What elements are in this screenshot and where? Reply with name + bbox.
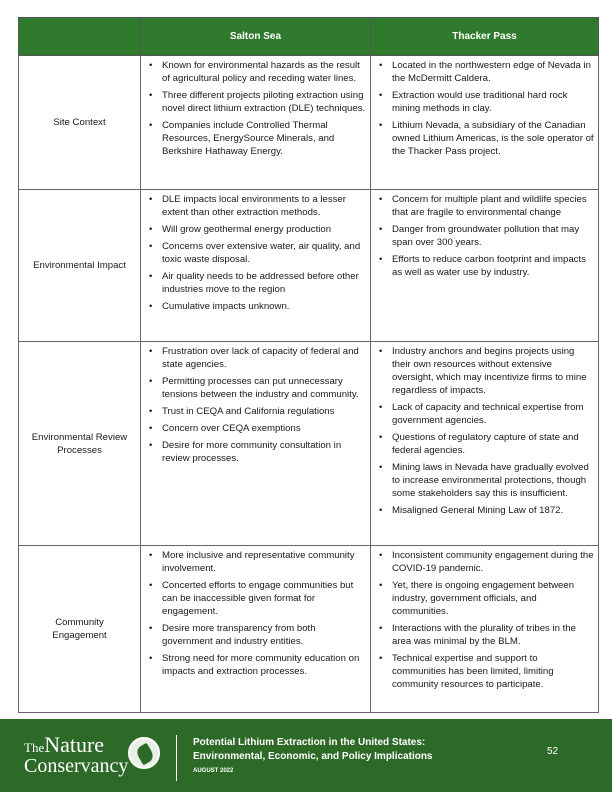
divider bbox=[176, 735, 177, 781]
leaf-globe-icon bbox=[128, 737, 160, 769]
bullet-item: • Lack of capacity and technical expertise from government agencies. bbox=[377, 401, 594, 427]
bullet-item: • Cumulative impacts unknown. bbox=[147, 300, 366, 313]
bullet-item: • Danger from groundwater pollution that may span over 300 years. bbox=[377, 223, 594, 249]
bullet-item: • Three different projects piloting extraction using novel direct lithium extraction (DLE) techniques. bbox=[147, 89, 366, 115]
header-salton-sea: Salton Sea bbox=[141, 18, 371, 56]
row-label: Community Engagement bbox=[19, 546, 141, 713]
nature-conservancy-logo: TheNature Conservancy bbox=[24, 732, 129, 777]
bullet-item: • Interactions with the plurality of tribes in the area was minimal by the BLM. bbox=[377, 622, 594, 648]
bullet-item: • Will grow geothermal energy production bbox=[147, 223, 366, 236]
bullet-item: • Air quality needs to be addressed before other industries move to the region bbox=[147, 270, 366, 296]
bullet-item: • Frustration over lack of capacity of federal and state agencies. bbox=[147, 345, 366, 371]
bullet-item: • Located in the northwestern edge of Nevada in the McDermitt Caldera. bbox=[377, 59, 594, 85]
salton-cell bbox=[141, 56, 371, 190]
bullet-item: • Strong need for more community education on impacts and extraction processes. bbox=[147, 652, 366, 678]
bullet-item: • Desire more transparency from both government and industry entities. bbox=[147, 622, 366, 648]
row-label: Environmental Impact bbox=[19, 190, 141, 342]
comparison-table bbox=[18, 17, 599, 713]
row-label: Environmental Review Processes bbox=[19, 342, 141, 546]
bullet-item: • Concerns over extensive water, air quality, and toxic waste disposal. bbox=[147, 240, 366, 266]
bullet-item: • Concern for multiple plant and wildlife species that are fragile to environmental change bbox=[377, 193, 594, 219]
bullet-item: • Efforts to reduce carbon footprint and impacts as well as water use by industry. bbox=[377, 253, 594, 279]
report-title: Potential Lithium Extraction in the United States: Environmental, Economic, and Policy Implications bbox=[193, 737, 433, 762]
bullet-item: • Concern over CEQA exemptions bbox=[147, 422, 366, 435]
bullet-item: • Companies include Controlled Thermal Resources, EnergySource Minerals, and Berkshire Hathaway Energy. bbox=[147, 119, 366, 158]
page-number: 52 bbox=[547, 746, 559, 757]
thacker-cell bbox=[371, 546, 599, 713]
table-row bbox=[19, 56, 599, 190]
bullet-item: • More inclusive and representative community involvement. bbox=[147, 549, 366, 575]
header-thacker-pass: Thacker Pass bbox=[371, 18, 599, 56]
table-row bbox=[19, 342, 599, 546]
bullet-item: • Permitting processes can put unnecessary tensions between the industry and community. bbox=[147, 375, 366, 401]
thacker-cell bbox=[371, 190, 599, 342]
bullet-item: • Questions of regulatory capture of state and federal agencies. bbox=[377, 431, 594, 457]
bullet-item: • DLE impacts local environments to a lesser extent than other extraction methods. bbox=[147, 193, 366, 219]
bullet-item: • Misaligned General Mining Law of 1872. bbox=[377, 504, 594, 517]
bullet-item: • Yet, there is ongoing engagement between industry, government officials, and communities. bbox=[377, 579, 594, 618]
bullet-item: • Mining laws in Nevada have gradually evolved to increase environmental protections, though some stakeholders say this is insufficient. bbox=[377, 461, 594, 500]
bullet-item: • Inconsistent community engagement during the COVID-19 pandemic. bbox=[377, 549, 594, 575]
bullet-item: • Industry anchors and begins projects using their own resources without extensive oversight, which may incentivize firms to mine regardless of impacts. bbox=[377, 345, 594, 397]
salton-cell bbox=[141, 342, 371, 546]
bullet-item: • Technical expertise and support to communities has been limited, limiting community resources to participate. bbox=[377, 652, 594, 691]
footer bbox=[0, 719, 612, 792]
salton-cell bbox=[141, 190, 371, 342]
bullet-item: • Desire for more community consultation in review processes. bbox=[147, 439, 366, 465]
report-date: AUGUST 2022 bbox=[193, 768, 234, 774]
bullet-item: • Concerted efforts to engage communities but can be inaccessible given format for engagement. bbox=[147, 579, 366, 618]
thacker-cell bbox=[371, 342, 599, 546]
bullet-item: • Known for environmental hazards as the result of agricultural policy and receding water lines. bbox=[147, 59, 366, 85]
header-empty bbox=[19, 18, 141, 56]
bullet-item: • Extraction would use traditional hard rock mining methods in clay. bbox=[377, 89, 594, 115]
row-label: Site Context bbox=[19, 56, 141, 190]
bullet-item: • Lithium Nevada, a subsidiary of the Canadian owned Lithium Americas, is the sole operator of the Thacker Pass project. bbox=[377, 119, 594, 158]
thacker-cell bbox=[371, 56, 599, 190]
salton-cell bbox=[141, 546, 371, 713]
bullet-item: • Trust in CEQA and California regulations bbox=[147, 405, 366, 418]
table-row bbox=[19, 546, 599, 713]
table-row bbox=[19, 190, 599, 342]
